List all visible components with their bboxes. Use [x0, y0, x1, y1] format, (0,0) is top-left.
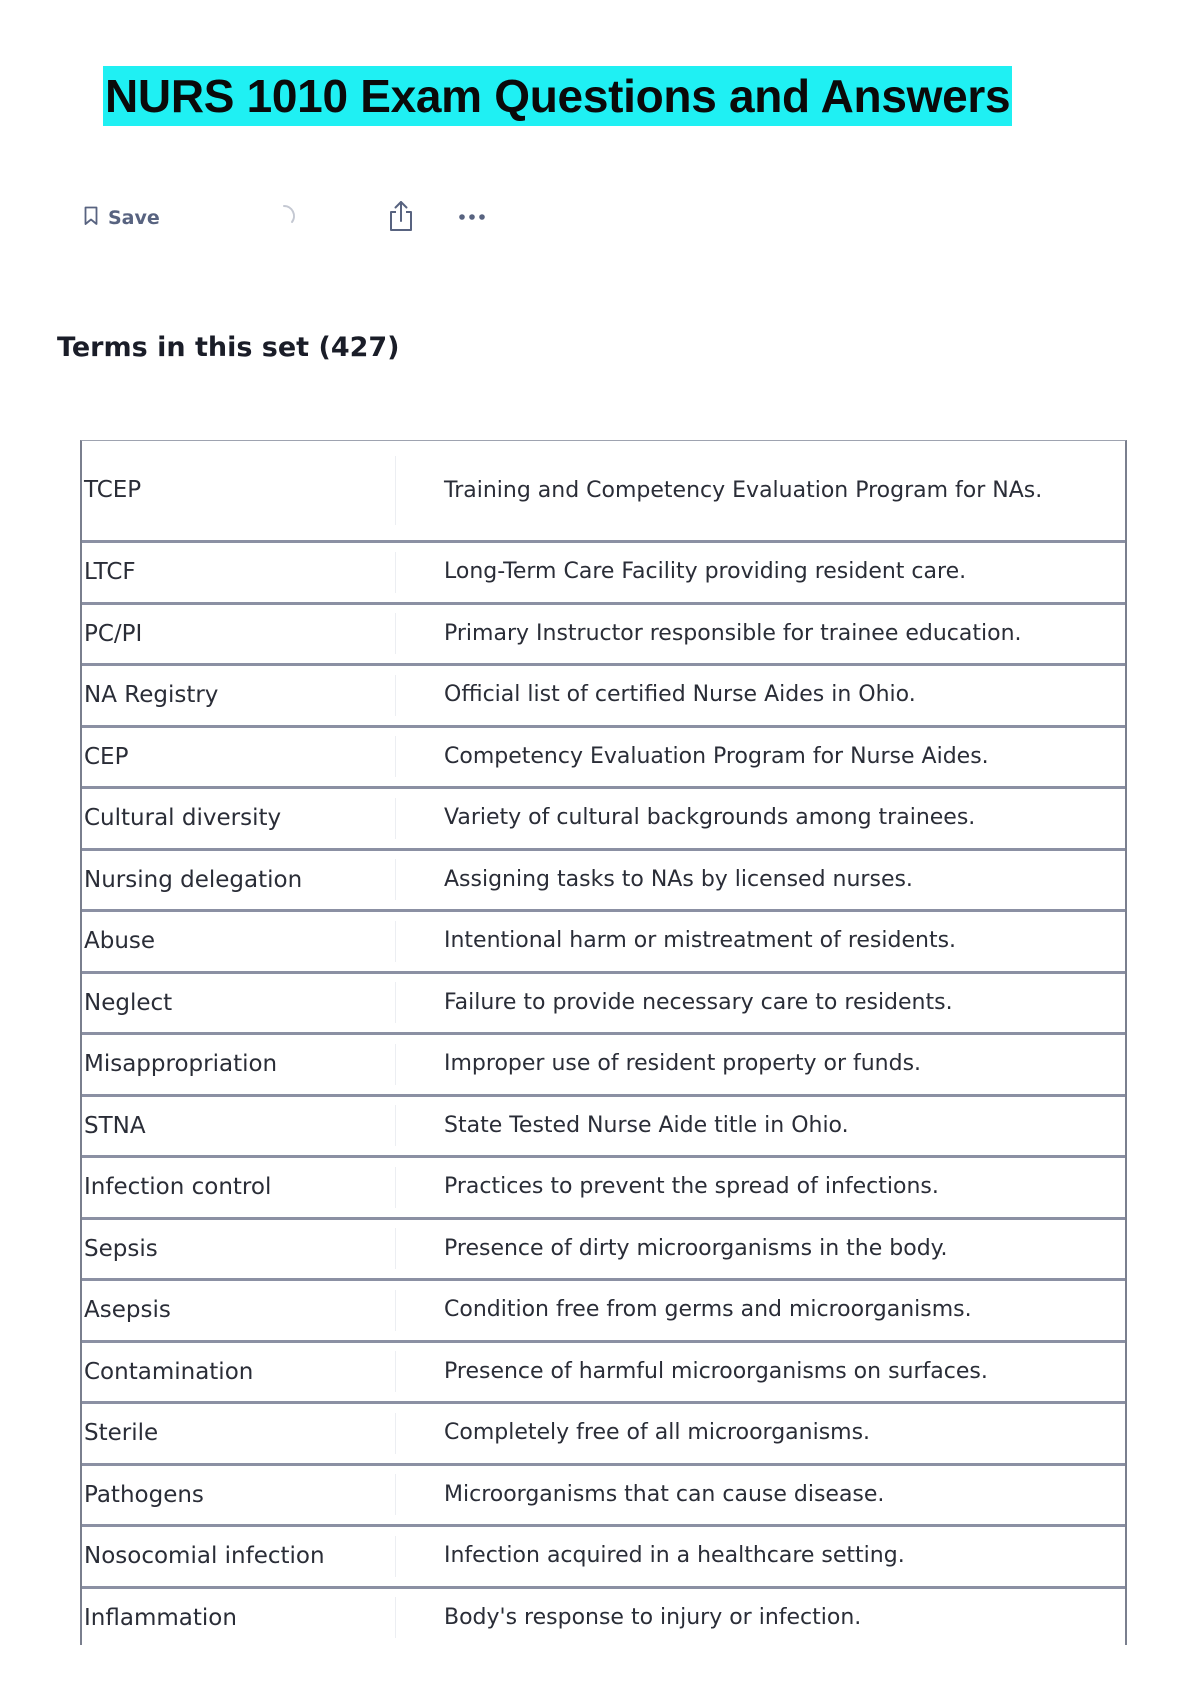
definition-text: Presence of harmful microorganisms on surfaces.: [444, 1358, 988, 1384]
more-options-button[interactable]: [457, 198, 487, 238]
term-row: [82, 543, 1125, 605]
term-row: [82, 1466, 1125, 1528]
term-row: [82, 1035, 1125, 1097]
term-row: [82, 728, 1125, 790]
term-row: [82, 441, 1125, 543]
term-text: Abuse: [82, 921, 396, 962]
term-text: Misappropriation: [82, 1044, 396, 1085]
term-text: Cultural diversity: [82, 798, 396, 839]
definition-text: Failure to provide necessary care to residents.: [444, 989, 953, 1015]
term-row: [82, 605, 1125, 667]
term-text: TCEP: [82, 456, 396, 525]
term-row: [82, 1589, 1125, 1646]
save-label: Save: [108, 207, 160, 229]
definition-text: Official list of certified Nurse Aides in Ohio.: [444, 682, 916, 708]
term-row: [82, 789, 1125, 851]
spinner-icon: [272, 204, 296, 233]
term-text: Neglect: [82, 982, 396, 1023]
term-row: [82, 974, 1125, 1036]
term-row: [82, 1343, 1125, 1405]
term-text: Contamination: [82, 1351, 396, 1392]
toolbar: [84, 198, 544, 238]
term-row: [82, 912, 1125, 974]
definition-text: Competency Evaluation Program for Nurse Aides.: [444, 743, 989, 769]
term-row: [82, 1158, 1125, 1220]
term-text: STNA: [82, 1105, 396, 1146]
term-row: [82, 1281, 1125, 1343]
term-text: Nursing delegation: [82, 859, 396, 900]
title-highlight: [103, 66, 1012, 126]
more-options-icon: [457, 209, 487, 227]
term-text: Sepsis: [82, 1228, 396, 1269]
terms-table: [80, 440, 1127, 1645]
definition-text: State Tested Nurse Aide title in Ohio.: [444, 1112, 849, 1138]
definition-text: Primary Instructor responsible for trainee education.: [444, 620, 1022, 646]
term-text: PC/PI: [82, 613, 396, 654]
definition-text: Improper use of resident property or funds.: [444, 1051, 922, 1077]
term-text: Asepsis: [82, 1290, 396, 1331]
definition-text: Variety of cultural backgrounds among trainees.: [444, 805, 976, 831]
definition-text: Presence of dirty microorganisms in the body.: [444, 1235, 948, 1261]
term-text: Inflammation: [82, 1597, 396, 1638]
bookmark-icon: [84, 206, 98, 231]
term-text: Infection control: [82, 1167, 396, 1208]
term-row: [82, 1097, 1125, 1159]
definition-text: Long-Term Care Facility providing resident care.: [444, 559, 967, 585]
save-button[interactable]: [84, 198, 160, 238]
term-row: [82, 1527, 1125, 1589]
terms-heading: Terms in this set (427): [57, 332, 400, 363]
term-text: NA Registry: [82, 675, 396, 716]
loading-spinner: [272, 198, 296, 238]
term-text: Nosocomial infection: [82, 1536, 396, 1577]
definition-text: Condition free from germs and microorganisms.: [444, 1297, 972, 1323]
term-text: LTCF: [82, 552, 396, 593]
page-title: NURS 1010 Exam Questions and Answers: [105, 70, 1011, 122]
term-text: Pathogens: [82, 1474, 396, 1515]
term-row: [82, 666, 1125, 728]
term-text: Sterile: [82, 1413, 396, 1454]
definition-text: Infection acquired in a healthcare setting.: [444, 1543, 905, 1569]
definition-text: Microorganisms that can cause disease.: [444, 1481, 885, 1507]
term-text: CEP: [82, 736, 396, 777]
definition-text: Training and Competency Evaluation Program for NAs.: [444, 477, 1043, 503]
definition-text: Assigning tasks to NAs by licensed nurses.: [444, 866, 913, 892]
definition-text: Intentional harm or mistreatment of residents.: [444, 928, 957, 954]
definition-text: Body's response to injury or infection.: [444, 1604, 862, 1630]
term-row: [82, 1404, 1125, 1466]
definition-text: Practices to prevent the spread of infections.: [444, 1174, 939, 1200]
term-row: [82, 851, 1125, 913]
term-row: [82, 1220, 1125, 1282]
share-icon: [387, 200, 415, 237]
definition-text: Completely free of all microorganisms.: [444, 1420, 871, 1446]
share-button[interactable]: [387, 198, 415, 238]
